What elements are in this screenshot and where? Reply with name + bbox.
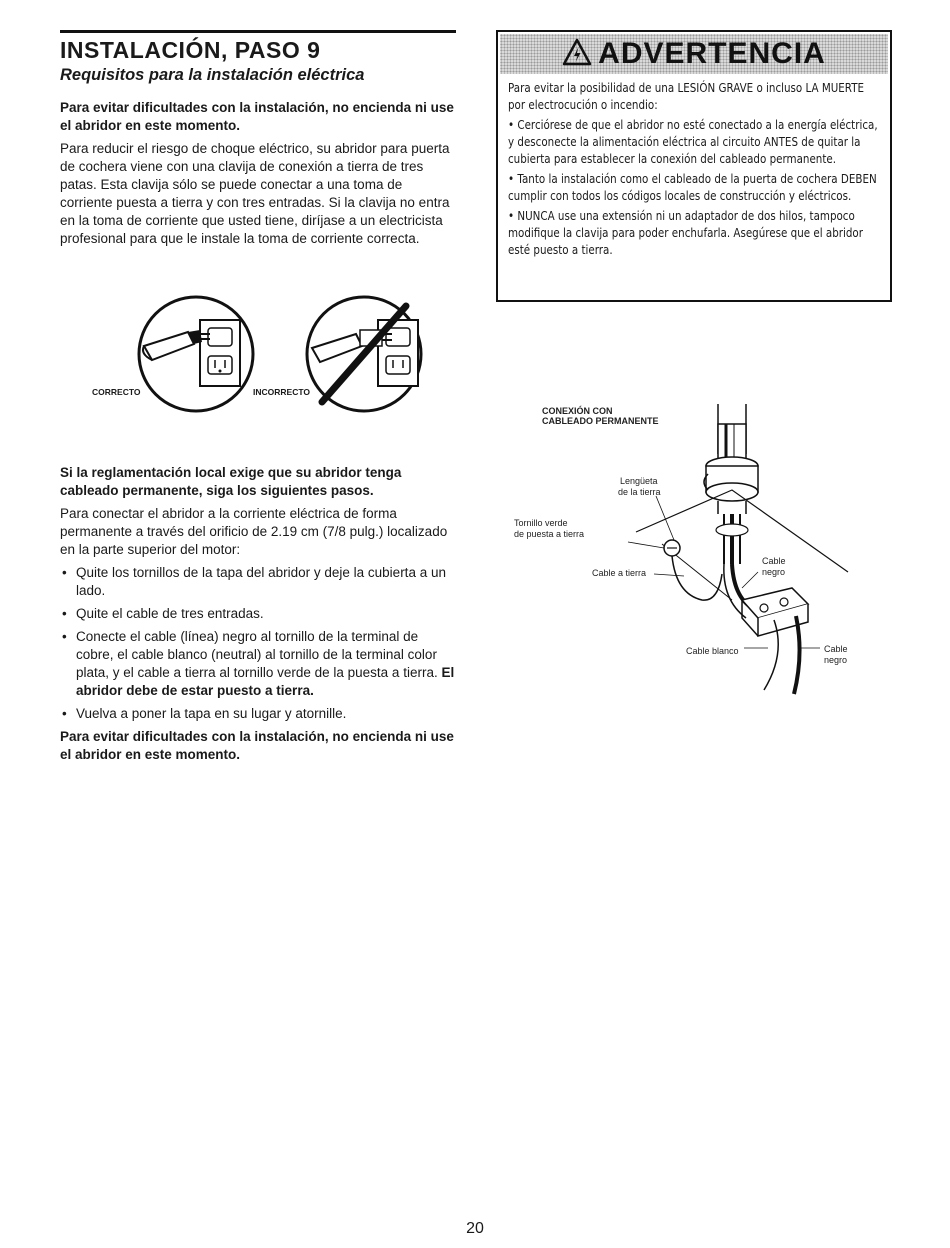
- intro-paragraph: Para reducir el riesgo de choque eléctrico, su abridor para puerta de cochera viene con una clavija de conexión a tierra de tres patas. Esta clavija sólo se puede conectar a una toma de corriente puesta a tierra y con tres entradas. Si la clavija no entra en la toma de corriente que usted tiene, diríjase a un electricista profesional para que le instale la toma de corriente correcta.: [60, 141, 450, 246]
- closing-warning: Para evitar dificultades con la instalación, no encienda ni use el abridor en este momento.: [60, 729, 454, 762]
- step-bold-text: El abridor debe de estar puesto a tierra.: [76, 665, 455, 698]
- warning-title: ADVERTENCIA: [598, 37, 826, 70]
- step-text: Conecte el cable (línea) negro al tornillo de la terminal de cobre, el cable blanco (neutral) al tornillo de la terminal color plata, y el cable a tierra al tornillo verde de la puesta a tierra.: [76, 629, 442, 680]
- bullet: •: [62, 629, 67, 644]
- page-number: 20: [466, 1220, 484, 1237]
- diagram-title-line-1: CONEXIÓN CON: [542, 406, 613, 416]
- list-item: [60, 564, 456, 600]
- black-wire-label-2: negro: [762, 567, 786, 577]
- wiring-steps-list: [60, 564, 456, 723]
- warning-header: [500, 34, 888, 74]
- wiring-diagram: [496, 404, 892, 704]
- list-item: • Cerciórese de que el abridor no esté conectado a la energía eléctrica, y desconecte la alimentación eléctrica al circuito ANTES de quitar la cubierta para establecer la conexión del cableado permanente.: [508, 118, 878, 166]
- ground-wire-label: Cable a tierra: [592, 568, 647, 578]
- green-screw-label-1: Tornillo verde: [514, 518, 568, 528]
- ground-tab-label-2: de la tierra: [618, 487, 661, 497]
- permanent-wiring-heading: Si la reglamentación local exige que su abridor tenga cableado permanente, siga los siguientes pasos.: [60, 465, 402, 498]
- step-text: Vuelva a poner la tapa en su lugar y atornille.: [76, 706, 347, 721]
- plug-illustration: [60, 284, 456, 434]
- list-item: [60, 705, 456, 723]
- correct-caption: CORRECTO: [92, 387, 141, 397]
- incorrect-caption: INCORRECTO: [253, 387, 310, 397]
- list-item: [60, 628, 456, 700]
- list-item: [60, 605, 456, 623]
- incorrect-plug-drawing: [307, 297, 421, 411]
- intro-warning: Para evitar dificultades con la instalación, no encienda ni use el abridor en este momento.: [60, 100, 454, 133]
- warning-triangle-icon: [562, 38, 592, 71]
- plug-figure: [60, 284, 456, 434]
- list-item: • Tanto la instalación como el cableado de la puerta de cochera DEBEN cumplir con todos los códigos locales de construcción y eléctricos.: [508, 172, 877, 203]
- black-wire-label-1: Cable: [762, 556, 786, 566]
- ground-tab-label-1: Lengüeta: [620, 476, 658, 486]
- warning-body: [498, 80, 890, 259]
- white-wire-label: Cable blanco: [686, 646, 739, 656]
- section-subtitle: Requisitos para la instalación eléctrica: [60, 66, 365, 84]
- black-wire-bottom-label-2: negro: [824, 655, 848, 665]
- warning-intro: Para evitar la posibilidad de una LESIÓN GRAVE o incluso LA MUERTE por electrocución o incendio:: [508, 81, 865, 112]
- permanent-wiring-paragraph: Para conectar el abridor a la corriente eléctrica de forma permanente a través del orificio de 2.19 cm (7/8 pulg.) localizado en la parte superior del motor:: [60, 506, 448, 557]
- green-screw-label-2: de puesta a tierra: [514, 529, 585, 539]
- correct-plug-drawing: [139, 297, 253, 411]
- warning-box: [496, 30, 892, 302]
- warning-list: [508, 117, 880, 259]
- left-column: [60, 30, 456, 769]
- right-column: [496, 30, 892, 704]
- list-item: • NUNCA use una extensión ni un adaptador de dos hilos, tampoco modifique la clavija para poder enchufarla. Asegúrese que el abridor esté puesto a tierra.: [508, 209, 863, 257]
- step-title: INSTALACIÓN, PASO 9: [60, 37, 321, 63]
- diagram-title-line-2: CABLEADO PERMANENTE: [542, 416, 659, 426]
- bullet: •: [62, 565, 67, 580]
- bullet: •: [62, 606, 67, 621]
- bullet: •: [62, 706, 67, 721]
- step-text: Quite el cable de tres entradas.: [76, 606, 264, 621]
- step-text: Quite los tornillos de la tapa del abridor y deje la cubierta a un lado.: [76, 565, 446, 598]
- black-wire-bottom-label-1: Cable: [824, 644, 848, 654]
- title-rule: [60, 30, 456, 33]
